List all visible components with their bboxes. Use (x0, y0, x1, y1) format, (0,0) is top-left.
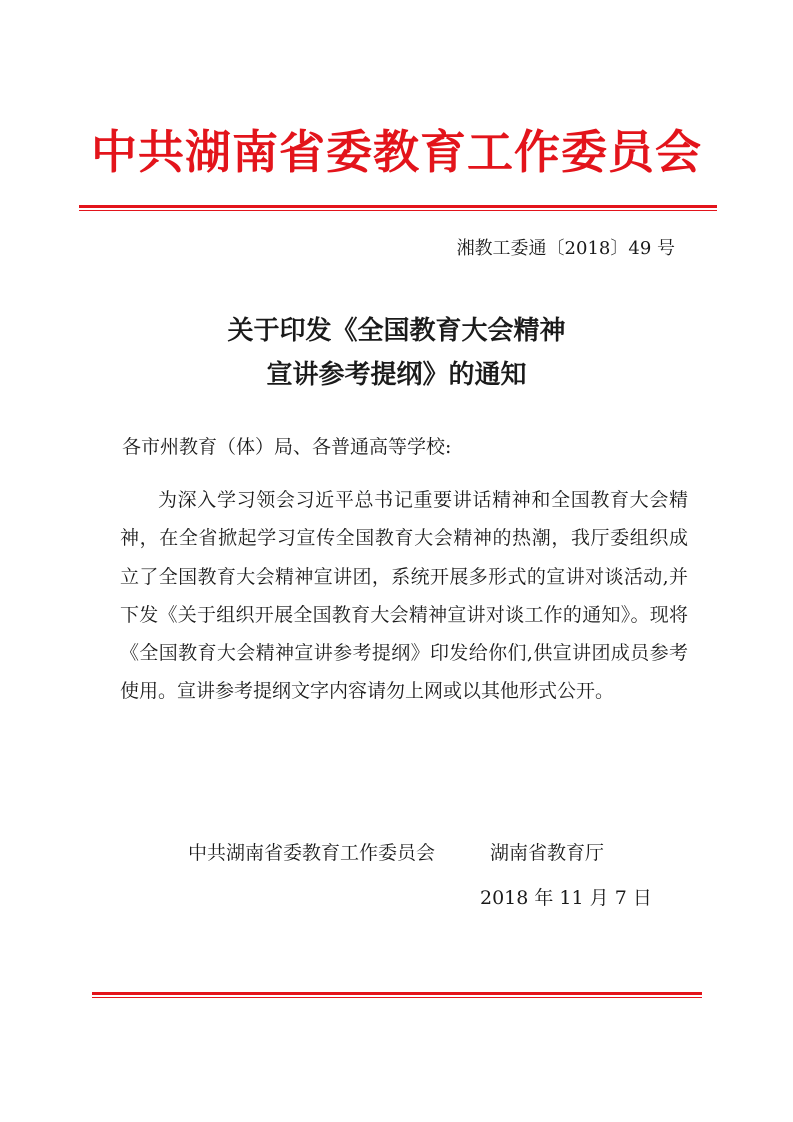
header-divider-thick (79, 205, 717, 208)
issuer-header: 中共湖南省委教育工作委员会 (91, 125, 702, 179)
header-divider-thin (79, 210, 717, 211)
document-title-line-1: 关于印发《全国教育大会精神 (227, 316, 566, 346)
document-title-line-2: 宣讲参考提纲》的通知 (266, 360, 527, 390)
document-number: 湘教工委通〔2018〕49 号 (456, 238, 675, 259)
footer-divider-thick (92, 992, 702, 995)
signature-org-1: 中共湖南省委教育工作委员会 (188, 842, 436, 864)
footer-divider-thin (92, 997, 702, 998)
salutation: 各市州教育（体）局、各普通高等学校: (122, 436, 452, 458)
body-paragraph: 为深入学习领会习近平总书记重要讲话精神和全国教育大会精神，在全省掀起学习宣传全国教育大会精神的热潮，我厅委组织成立了全国教育大会精神宣讲团，系统开展多形式的宣讲对谈活动,并下发《关于组织开展全国教育大会精神宣讲对谈工作的通知》。现将《全国教育大会精神宣讲参考提纲》印发给你们,供宣讲团成员参考使用。宣讲参考提纲文字内容请勿上网或以其他形式公开。 (120, 489, 688, 703)
issue-date: 2018 年 11 月 7 日 (480, 887, 652, 909)
signature-org-2: 湖南省教育厅 (490, 842, 605, 864)
